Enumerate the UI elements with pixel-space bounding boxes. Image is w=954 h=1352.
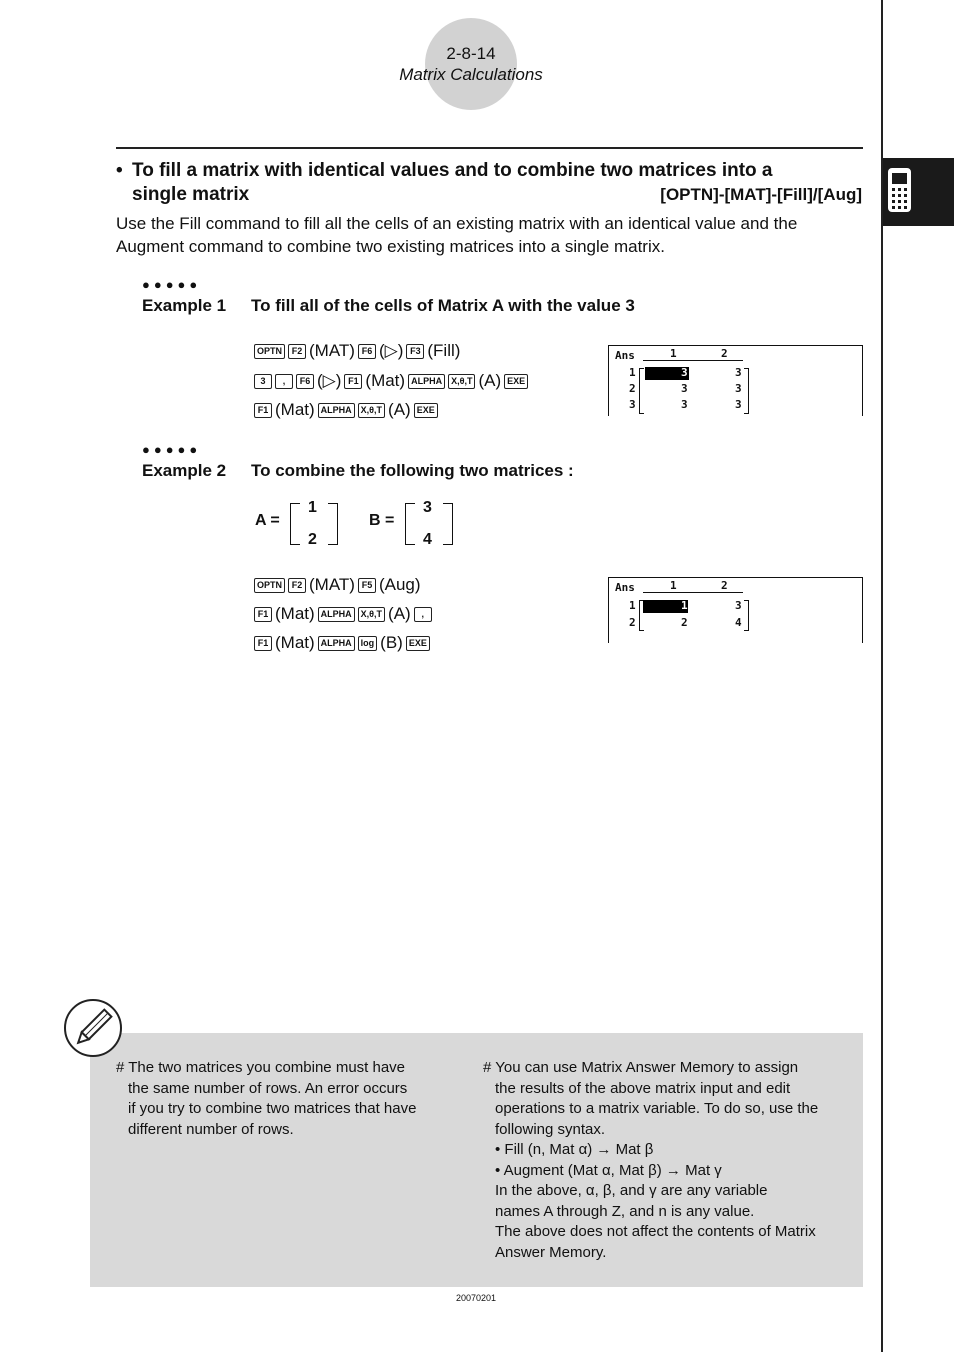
matrix-b-right-bracket	[443, 503, 453, 545]
intro-line-2: Augment command to combine two existing matrices into a single matrix.	[116, 237, 665, 256]
f3-key: F3	[406, 344, 424, 359]
column-underline	[699, 592, 743, 593]
f1-key: F1	[344, 374, 362, 389]
ans-label: Ans	[615, 349, 635, 362]
column-header: 2	[721, 579, 728, 592]
header-circle	[425, 18, 517, 110]
key-caption: (MAT)	[309, 575, 355, 594]
right-bracket	[744, 368, 749, 414]
example-2-title: To combine the following two matrices :	[251, 461, 574, 480]
exe-key: EXE	[504, 374, 528, 389]
optn-key: OPTN	[254, 578, 285, 593]
chapter-tab	[883, 158, 954, 226]
matrix-cell: 3	[735, 398, 742, 411]
alpha-key: ALPHA	[318, 636, 355, 651]
f2-key: F2	[288, 344, 306, 359]
key-caption: (MAT)	[309, 341, 355, 360]
matrix-cell: 3	[735, 382, 742, 395]
section-rule	[116, 147, 863, 149]
column-header: 1	[670, 347, 677, 360]
key-caption: (A)	[388, 604, 411, 623]
example-1-calculator-screen	[608, 345, 863, 416]
note-line: In the above, α, β, and γ are any variable	[495, 1182, 768, 1199]
note-line: the same number of rows. An error occurs	[128, 1079, 408, 1097]
note-left	[116, 1058, 416, 1140]
alpha-key: ALPHA	[318, 403, 355, 418]
matrix-a-right-bracket	[328, 503, 338, 545]
comma-key: ,	[275, 374, 293, 389]
example-1-dots: ●●●●●	[142, 277, 202, 292]
f1-key: F1	[254, 636, 272, 651]
column-header: 1	[670, 579, 677, 592]
f5-key: F5	[358, 578, 376, 593]
note-line: The above does not affect the contents of Matrix	[495, 1223, 816, 1240]
matrix-cell: 4	[735, 616, 742, 629]
row-label: 2	[629, 616, 636, 629]
note-right	[483, 1058, 818, 1263]
column-underline	[699, 360, 743, 361]
matrix-b-left-bracket	[405, 503, 415, 545]
key-caption: (Mat)	[275, 400, 315, 419]
heading-bullet: •	[116, 160, 123, 181]
exe-key: EXE	[406, 636, 430, 651]
note-line: operations to a matrix variable. To do so, use the	[495, 1100, 819, 1117]
heading-key-sequence: [OPTN]-[MAT]-[Fill]/[Aug]	[660, 185, 862, 204]
calculator-icon	[883, 158, 954, 226]
key-caption: (A)	[478, 371, 502, 390]
example-1-label: Example 1	[142, 296, 227, 315]
matrix-a-value: 1	[308, 499, 317, 516]
example-2-label: Example 2	[142, 461, 227, 480]
row-label: 1	[629, 366, 636, 379]
key-caption: (Fill)	[427, 341, 461, 360]
heading-line-1: To fill a matrix with identical values and to combine two matrices into a	[132, 160, 773, 181]
xthetat-key: X,θ,T	[358, 403, 385, 418]
matrix-cell: 3	[681, 366, 688, 379]
matrix-cell: 2	[681, 616, 688, 629]
xthetat-key: X,θ,T	[448, 374, 475, 389]
note-line: # You can use Matrix Answer Memory to assign	[483, 1059, 799, 1076]
matrix-b-label: B =	[369, 512, 395, 529]
matrix-cell: 3	[681, 382, 688, 395]
example-2-dots: ●●●●●	[142, 442, 202, 457]
matrix-b-value: 3	[423, 499, 432, 516]
note-line: the results of the above matrix input and edit	[495, 1079, 791, 1097]
note-line: # The two matrices you combine must have	[116, 1059, 406, 1076]
matrix-cell: 3	[735, 599, 742, 612]
left-bracket	[639, 368, 644, 414]
row-label: 2	[629, 382, 636, 395]
f6-key: F6	[296, 374, 314, 389]
note-line: • Augment (Mat α, Mat β) → Mat γ	[495, 1161, 722, 1179]
example-1-keys-line-1	[254, 341, 460, 361]
example-1-keys-line-3	[254, 400, 438, 420]
xthetat-key: X,θ,T	[358, 607, 385, 622]
log-key: log	[358, 636, 378, 651]
f1-key: F1	[254, 403, 272, 418]
example-1-title: To fill all of the cells of Matrix A with the value 3	[251, 296, 635, 315]
matrix-a-value: 2	[308, 531, 317, 548]
heading-line-2: single matrix	[132, 184, 250, 205]
key-caption: (Mat)	[365, 371, 406, 390]
alpha-key: ALPHA	[408, 374, 445, 389]
f1-key: F1	[254, 607, 272, 622]
key-caption: (Mat)	[275, 633, 315, 652]
matrix-a-label: A =	[255, 512, 280, 529]
matrix-b-value: 4	[423, 531, 432, 548]
note-line: following syntax.	[495, 1120, 606, 1138]
f2-key: F2	[288, 578, 306, 593]
matrix-a-left-bracket	[290, 503, 300, 545]
example-2-keys-line-2	[254, 604, 432, 624]
note-line: different number of rows.	[128, 1120, 294, 1138]
key-caption: (Aug)	[378, 575, 421, 594]
key-caption: (B)	[380, 633, 403, 652]
right-bracket	[744, 600, 749, 631]
example-2-calculator-screen	[608, 577, 863, 643]
key-caption: (▷)	[317, 371, 342, 390]
key-caption: (▷)	[378, 341, 404, 360]
matrix-cell: 1	[681, 599, 688, 612]
note-line: if you try to combine two matrices that have	[128, 1100, 417, 1117]
exe-key: EXE	[414, 403, 438, 418]
note-line: • Fill (n, Mat α) → Mat β	[495, 1141, 654, 1158]
column-header: 2	[721, 347, 728, 360]
three-key: 3	[254, 374, 272, 389]
ans-label: Ans	[615, 581, 635, 594]
example-1-keys-line-2	[254, 371, 528, 391]
pencil-icon	[64, 999, 122, 1057]
optn-key: OPTN	[254, 344, 285, 359]
page-number: 2-8-14	[446, 44, 496, 63]
key-caption: (A)	[388, 400, 411, 419]
example-2-keys-line-3	[254, 633, 430, 653]
row-label: 1	[629, 599, 636, 612]
note-line: Answer Memory.	[495, 1243, 607, 1261]
key-caption: (Mat)	[275, 604, 315, 623]
example-2-keys-line-1	[254, 575, 421, 595]
footer-code: 20070201	[455, 1293, 497, 1303]
alpha-key: ALPHA	[318, 607, 355, 622]
section-title: Matrix Calculations	[399, 65, 543, 84]
comma-key: ,	[414, 607, 432, 622]
row-label: 3	[629, 398, 636, 411]
note-line: names A through Z, and n is any value.	[495, 1202, 755, 1220]
matrix-cell: 3	[681, 398, 688, 411]
intro-line-1: Use the Fill command to fill all the cells of an existing matrix with an identical value and the	[116, 214, 798, 233]
matrix-cell: 3	[735, 366, 742, 379]
f6-key: F6	[358, 344, 376, 359]
